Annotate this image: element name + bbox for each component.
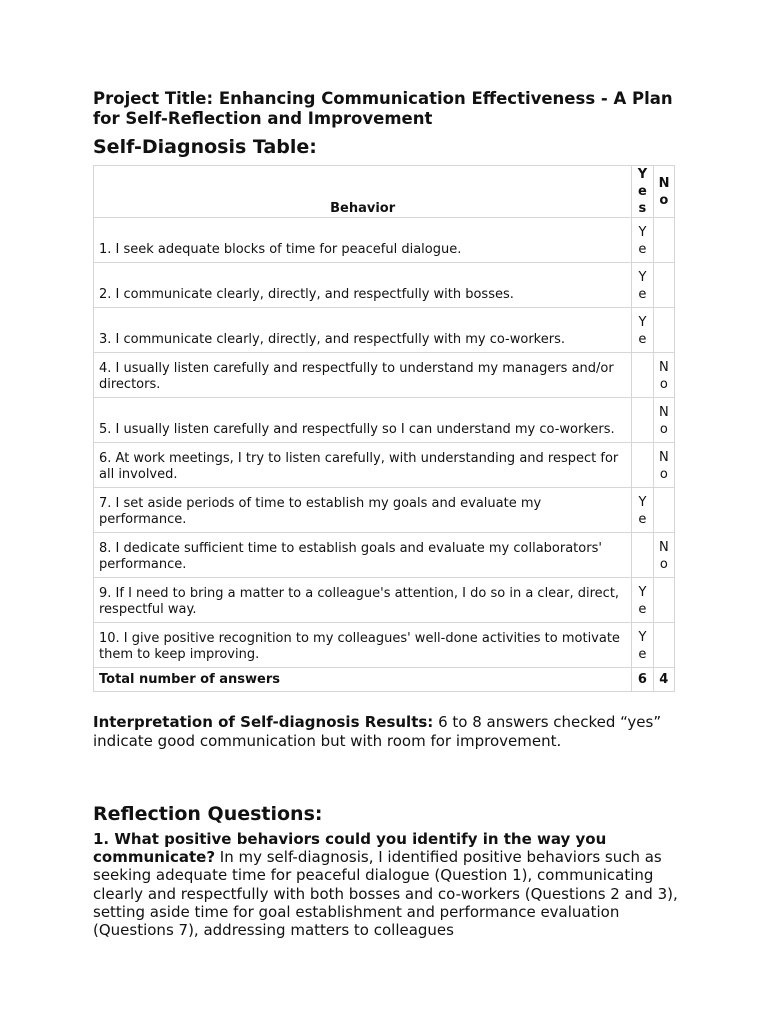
interpretation-label: Interpretation of Self-diagnosis Results: — [93, 713, 434, 731]
no-char: N — [658, 450, 669, 465]
table-row — [94, 353, 675, 398]
header-no — [653, 166, 674, 218]
no-cell — [653, 353, 674, 398]
yes-cell — [632, 218, 653, 263]
behavior-cell: 9. If I need to bring a matter to a colleague's attention, I do so in a clear, direct, respectful way. — [94, 578, 632, 623]
self-diagnosis-table — [93, 165, 675, 692]
behavior-cell: 10. I give positive recognition to my colleagues' well-done activities to motivate them to keep improving. — [94, 623, 632, 668]
total-yes: 6 — [632, 668, 653, 692]
total-no: 4 — [653, 668, 674, 692]
yes-char: Y — [638, 225, 647, 240]
no-cell — [653, 578, 674, 623]
table-row — [94, 578, 675, 623]
interpretation-text: 6 to 8 answers checked “yes” indicate good communication but with room for improvement. — [93, 713, 662, 750]
table-row — [94, 308, 675, 353]
yes-cell — [632, 488, 653, 533]
yes-char: Y — [638, 630, 647, 645]
question-1-text: In my self-diagnosis, I identified positive behaviors such as seeking adequate time for peaceful dialogue (Question 1), communicating clearly and respectfully with both bosses and co-workers (Questions 2 and 3), setting aside time for goal establishment and performance evaluation (Questions 7), addressing matters to colleagues — [93, 848, 678, 940]
table-header-row — [94, 166, 675, 218]
no-cell — [653, 263, 674, 308]
document-page — [93, 89, 678, 939]
behavior-cell: 1. I seek adequate blocks of time for peaceful dialogue. — [94, 218, 632, 263]
header-yes-char: s — [638, 201, 647, 216]
behavior-cell: 6. At work meetings, I try to listen carefully, with understanding and respect for all involved. — [94, 443, 632, 488]
behavior-cell: 5. I usually listen carefully and respectfully so I can understand my co-workers. — [94, 398, 632, 443]
header-no-char: o — [659, 192, 669, 208]
no-cell — [653, 533, 674, 578]
behavior-cell: 4. I usually listen carefully and respectfully to understand my managers and/or directors. — [94, 353, 632, 398]
no-char: N — [658, 360, 669, 375]
yes-char: e — [638, 647, 647, 662]
no-char: N — [658, 540, 669, 555]
no-char: o — [659, 557, 668, 572]
yes-char: Y — [638, 585, 647, 600]
header-yes-char: e — [638, 184, 647, 199]
table-row — [94, 623, 675, 668]
yes-char: Y — [638, 495, 647, 510]
no-char: o — [659, 467, 668, 482]
no-char: o — [659, 377, 668, 392]
yes-cell — [632, 398, 653, 443]
no-char: o — [659, 422, 668, 437]
header-yes-char: Y — [637, 167, 648, 182]
yes-char: e — [638, 512, 647, 527]
total-label: Total number of answers — [94, 668, 632, 692]
question-1-label: 1. What positive behaviors could you identify in the way you communicate? — [93, 830, 607, 867]
project-title: Project Title: Enhancing Communication Effectiveness - A Plan for Self-Reflection and Improvement — [93, 89, 673, 128]
no-cell — [653, 308, 674, 353]
yes-char: e — [638, 242, 647, 257]
behavior-cell: 2. I communicate clearly, directly, and respectfully with bosses. — [94, 263, 632, 308]
question-1-paragraph — [93, 830, 678, 939]
no-char: N — [658, 405, 669, 420]
yes-char: Y — [638, 270, 647, 285]
yes-char: e — [638, 332, 647, 347]
behavior-cell: 8. I dedicate sufficient time to establish goals and evaluate my collaborators' performance. — [94, 533, 632, 578]
table-row — [94, 443, 675, 488]
yes-cell — [632, 308, 653, 353]
no-cell — [653, 623, 674, 668]
table-row — [94, 533, 675, 578]
table-row — [94, 488, 675, 533]
table-row — [94, 263, 675, 308]
no-cell — [653, 398, 674, 443]
table-total-row — [94, 668, 675, 692]
behavior-cell: 7. I set aside periods of time to establish my goals and evaluate my performance. — [94, 488, 632, 533]
table-row — [94, 218, 675, 263]
yes-cell — [632, 623, 653, 668]
yes-char: e — [638, 287, 647, 302]
yes-cell — [632, 533, 653, 578]
yes-cell — [632, 263, 653, 308]
header-yes — [632, 166, 653, 218]
reflection-title: Reflection Questions: — [93, 803, 323, 825]
no-cell — [653, 488, 674, 533]
header-behavior: Behavior — [94, 166, 632, 218]
table-section-title: Self-Diagnosis Table: — [93, 136, 317, 158]
table-row — [94, 398, 675, 443]
interpretation-paragraph — [93, 713, 678, 751]
yes-cell — [632, 353, 653, 398]
yes-char: Y — [638, 315, 647, 330]
no-cell — [653, 443, 674, 488]
behavior-cell: 3. I communicate clearly, directly, and respectfully with my co-workers. — [94, 308, 632, 353]
yes-cell — [632, 443, 653, 488]
yes-char: e — [638, 602, 647, 617]
header-no-char: N — [658, 175, 670, 191]
yes-cell — [632, 578, 653, 623]
no-cell — [653, 218, 674, 263]
